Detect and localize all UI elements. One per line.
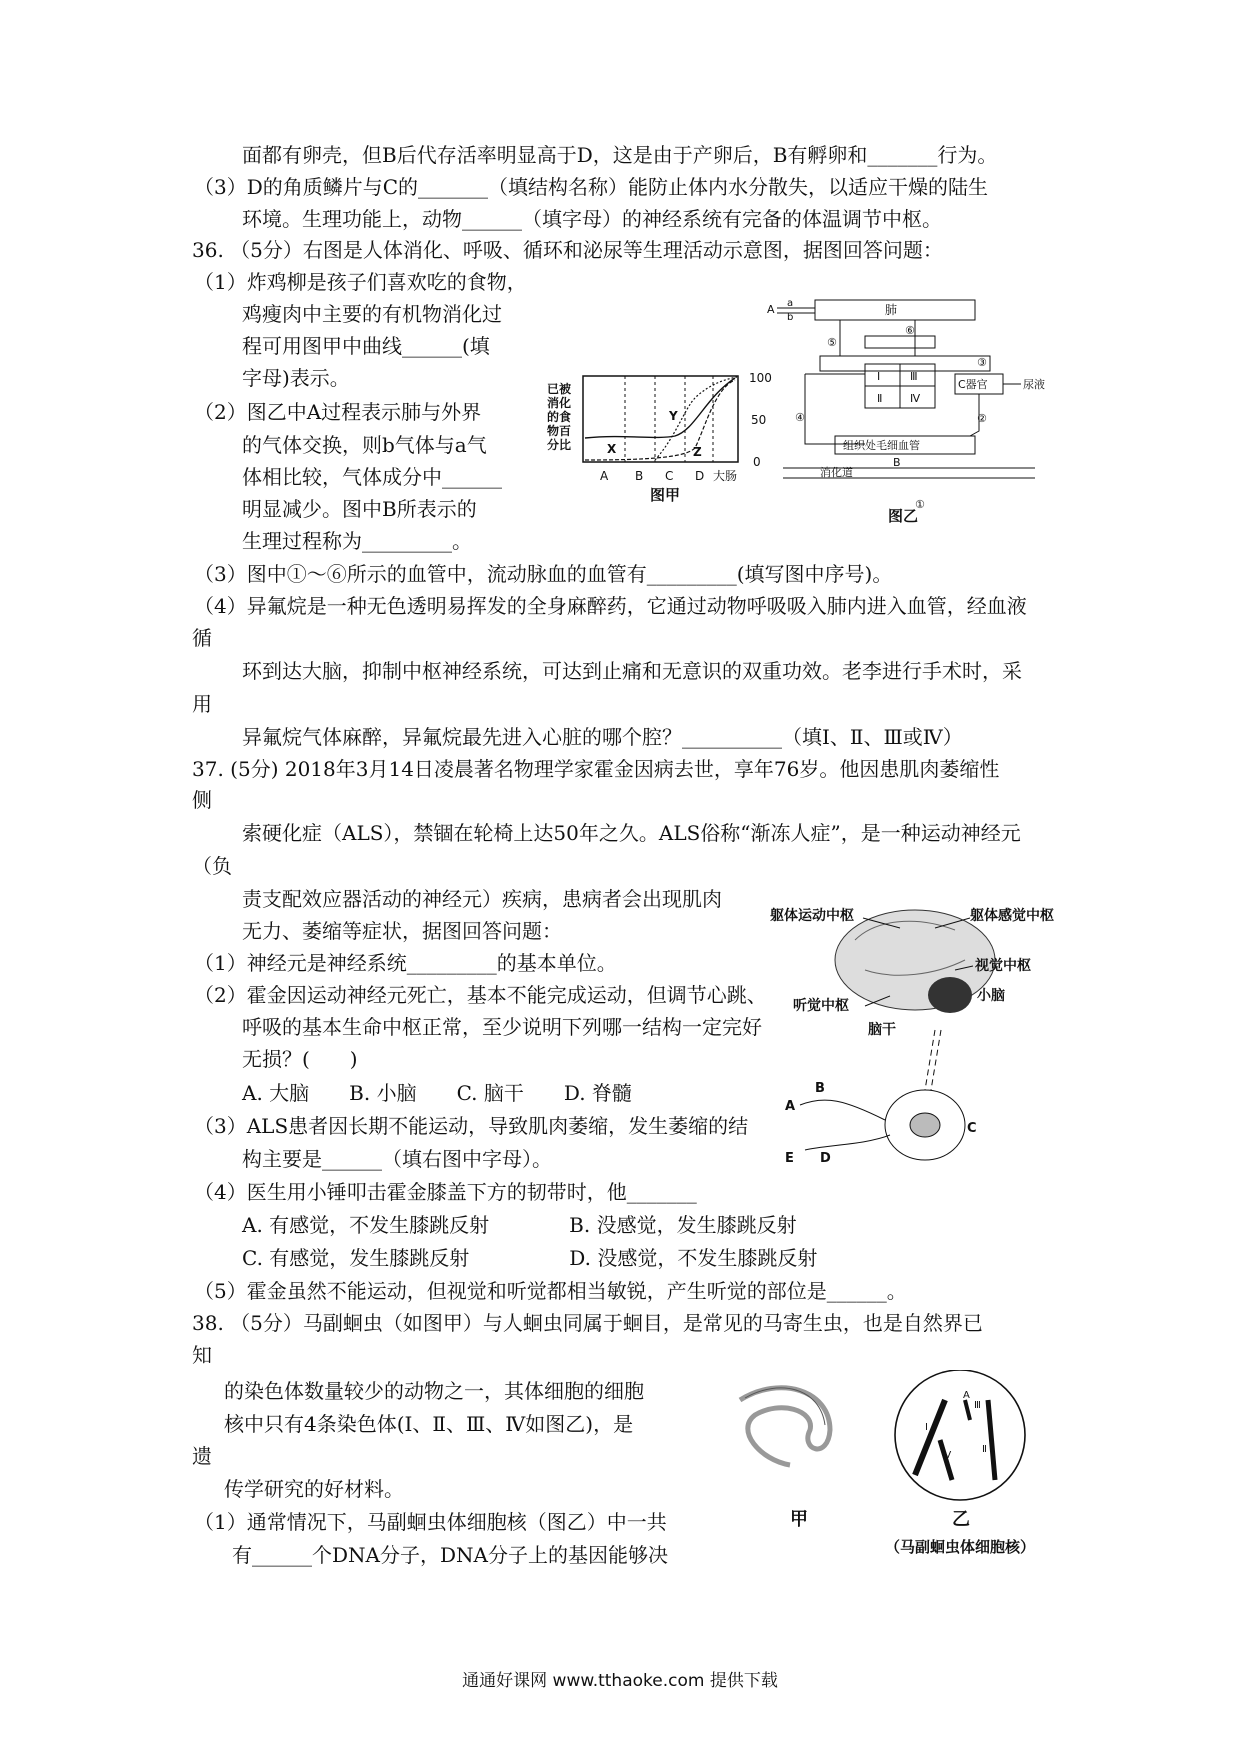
jia-ylabel-2: 消化 [547,396,572,410]
worm-chrom-3: Ⅲ [974,1400,981,1411]
jia-xlabel-d: D [695,469,705,483]
jia-ytick-0: 0 [753,455,761,469]
text-line: 面都有卵壳，但B后代存活率明显高于D，这是由于产卵后，B有孵卵和_______行为。 [242,143,998,167]
text-line: 呼吸的基本生命中枢正常，至少说明下列哪一结构一定完好 [242,1015,762,1039]
text-line: 循 [192,626,212,650]
yi-gas-a: a [787,298,794,309]
text-line: 索硬化症（ALS），禁锢在轮椅上达50年之久。ALS俗称“渐冻人症”，是一种运动神经元 [242,821,1021,845]
yi-capillary: 组织处毛细血管 [843,439,920,452]
worm-chrom-2: Ⅱ [982,1444,987,1455]
text-line: （5）霍金虽然不能运动，但视觉和听觉都相当敏锐，产生听觉的部位是______。 [194,1279,907,1303]
brain-auditory-center: 听觉中枢 [793,998,849,1014]
text-line: 无力、萎缩等症状，据图回答问题： [242,919,562,943]
text-line: 无损？( ) [242,1047,358,1071]
text-line: 异氟烷气体麻醉，异氟烷最先进入心脏的哪个腔？__________（填Ⅰ、Ⅱ、Ⅲ或Ⅳ） [242,725,963,749]
text-line: （1）通常情况下，马副蛔虫体细胞核（图乙）中一共 [194,1510,667,1534]
text-line: 字母)表示。 [242,366,350,390]
text-line: 构主要是______（填右图中字母）。 [242,1147,552,1171]
text-line: C. 有感觉，发生膝跳反射 D. 没感觉，不发生膝跳反射 [242,1246,818,1270]
yi-vessel-4: ④ [795,411,805,424]
text-line: （3）图中①～⑥所示的血管中，流动脉血的血管有_________(填写图中序号)。 [194,562,893,586]
jia-xlabel-b: B [635,469,644,483]
yi-urine: 尿液 [1023,378,1045,391]
yi-heart-2: Ⅱ [877,392,883,405]
jia-curve-y: Y [669,409,678,423]
text-line: 侧 [192,788,212,812]
yi-gas-b: b [787,312,794,323]
text-line: 明显减少。图中B所表示的 [242,497,477,521]
text-line: 体相比较，气体成分中______ [242,465,502,489]
jia-xlabel-c: C [665,469,674,483]
worm-label-yi: 乙 [952,1509,970,1530]
yi-label-B: B [893,456,901,469]
text-line: （4）医生用小锤叩击霍金膝盖下方的韧带时，他_______ [194,1180,697,1204]
text-line: （负 [192,854,232,878]
text-line: （2）图乙中A过程表示肺与外界 [194,400,482,424]
brain-brainstem: 脑干 [868,1022,896,1038]
text-line: 环到达大脑，抑制中枢神经系统，可达到止痛和无意识的双重功效。老李进行手术时，采 [242,659,1022,683]
yi-caption: 图乙 [888,507,919,525]
worm-chrom-1: Ⅰ [925,1422,928,1433]
yi-vessel-2: ② [977,412,987,425]
text-line: 程可用图甲中曲线______(填 [242,334,490,358]
yi-kidney: C器官 [958,378,988,391]
text-line: 37. (5分) 2018年3月14日凌晨著名物理学家霍金因病去世，享年76岁。他因患肌肉萎缩性 [192,757,1000,781]
jia-ylabel-4: 物百 [547,424,572,438]
brain-visual-center: 视觉中枢 [975,958,1031,974]
text-line: 36. （5分）右图是人体消化、呼吸、循环和泌尿等生理活动示意图，据图回答问题： [192,238,943,262]
yi-vessel-3: ③ [977,356,987,369]
yi-arrow-a-label: A [767,303,775,316]
text-line: （1）神经元是神经系统_________的基本单位。 [194,951,617,975]
reflex-e: E [785,1151,794,1166]
figure-worm [720,1370,1080,1560]
reflex-b: B [815,1081,825,1096]
text-line: 遗 [192,1444,212,1468]
worm-caption: （马副蛔虫体细胞核） [885,1538,1036,1556]
jia-ytick-50: 50 [751,413,767,427]
text-line: 核中只有4条染色体(Ⅰ、Ⅱ、Ⅲ、Ⅳ如图乙)，是 [224,1412,634,1436]
reflex-c: C [967,1121,977,1136]
reflex-a: A [785,1099,796,1114]
worm-chrom-4: Ⅳ [942,1450,952,1461]
text-line: 有______个DNA分子，DNA分子上的基因能够决 [232,1543,668,1567]
text-line: 鸡瘦肉中主要的有机物消化过 [242,302,502,326]
yi-digestive: 消化道 [820,466,853,479]
yi-heart-4: Ⅳ [910,392,921,405]
jia-curve-x: X [607,442,617,456]
text-line: 传学研究的好材料。 [224,1477,404,1501]
jia-xlabel-a: A [600,469,609,483]
text-line: （4）异氟烷是一种无色透明易挥发的全身麻醉药，它通过动物呼吸吸入肺内进入血管，经血液 [194,594,1027,618]
text-line: （3）D的角质鳞片与C的_______（填结构名称）能防止体内水分散失，以适应干燥的陆生 [194,175,989,199]
jia-ylabel-3: 的食 [547,410,572,424]
brain-motor-center: 躯体运动中枢 [770,908,854,924]
yi-vessel-5: ⑤ [827,336,837,349]
text-line: （3）ALS患者因长期不能运动，导致肌肉萎缩，发生萎缩的结 [194,1114,749,1138]
worm-chrom-a: A [963,1390,970,1401]
jia-ylabel-1: 已被 [547,382,572,396]
yi-heart-3: Ⅲ [910,370,918,383]
text-line: 的气体交换，则b气体与a气 [242,433,487,457]
brain-cerebellum: 小脑 [977,988,1005,1004]
yi-lung: 肺 [885,303,898,317]
yi-heart-1: Ⅰ [877,370,881,383]
jia-ylabel-5: 分比 [547,438,572,452]
figure-yi-circulation-diagram [765,296,1065,536]
brain-sensory-center: 躯体感觉中枢 [970,908,1054,924]
text-line: 用 [192,692,212,716]
worm-label-jia: 甲 [790,1509,808,1530]
text-line: 38. （5分）马副蛔虫（如图甲）与人蛔虫同属于蛔目，是常见的马寄生虫，也是自然界已 [192,1311,983,1335]
text-line: 环境。生理功能上，动物______（填字母）的神经系统有完备的体温调节中枢。 [242,207,942,231]
figure-brain-reflex [765,900,1070,1185]
jia-xlabel-large-intestine: 大肠 [713,469,738,483]
text-line: 的染色体数量较少的动物之一，其体细胞的细胞 [224,1379,644,1403]
text-line: 知 [192,1343,212,1367]
jia-caption: 图甲 [650,486,681,504]
text-line: （2）霍金因运动神经元死亡，基本不能完成运动，但调节心跳、 [194,983,767,1007]
text-line: A. 有感觉，不发生膝跳反射 B. 没感觉，发生膝跳反射 [242,1213,797,1237]
text-line: 生理过程称为_________。 [242,529,472,553]
yi-vessel-6: ⑥ [905,324,915,337]
text-line: （1）炸鸡柳是孩子们喜欢吃的食物， [194,270,527,294]
jia-ytick-100: 100 [749,371,772,385]
yi-vessel-1: ① [915,498,925,511]
reflex-d: D [820,1151,831,1166]
text-line: A. 大脑 B. 小脑 C. 脑干 D. 脊髓 [242,1081,632,1105]
jia-curve-z: Z [693,445,702,459]
text-line: 责支配效应器活动的神经元）疾病，患病者会出现肌肉 [242,887,722,911]
figure-jia-digestion-chart [545,368,785,508]
page-footer: 通通好课网 www.tthaoke.com 提供下载 [462,1671,778,1691]
